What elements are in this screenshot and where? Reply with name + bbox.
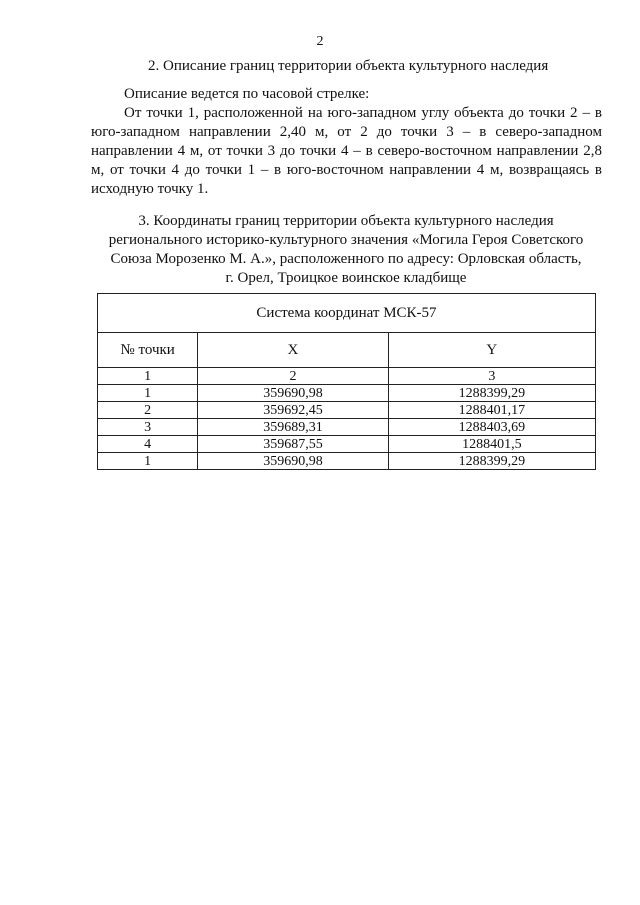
column-number-cell: 3	[388, 368, 595, 385]
point-number-cell: 1	[98, 385, 198, 402]
header-y: Y	[388, 333, 595, 368]
y-coordinate-cell: 1288401,17	[388, 402, 595, 419]
coordinates-table	[97, 293, 596, 470]
description-body: От точки 1, расположенной на юго-западном углу объекта до точки 2 – в юго-западном направлении 2,40 м, от 2 до точки 3 – в северо-западном направлении 4 м, от точки 3 до точки 4 – в северо-восточном направлении 2,8 м, от точки 4 до точки 1 – в юго-восточном направлении 4 м, возвращаясь в исходную точку 1.	[91, 105, 602, 197]
y-coordinate-cell: 1288399,29	[388, 453, 595, 470]
column-number-cell: 1	[98, 368, 198, 385]
table-row	[98, 402, 596, 419]
point-number-cell: 2	[98, 402, 198, 419]
point-number-cell: 3	[98, 419, 198, 436]
header-point-number: № точки	[98, 333, 198, 368]
table-row	[98, 436, 596, 453]
x-coordinate-cell: 359690,98	[198, 385, 388, 402]
section-heading: 2. Описание границ территории объекта культурного наследия	[148, 58, 549, 74]
table-header-row	[98, 333, 596, 368]
coordinates-heading: 3. Координаты границ территории объекта культурного наследия регионального историко-культурного значения «Могила Героя Советского Союза Морозенко М. А.», расположенного по адресу: Орловская область, г. Орел, Троицкое воинское кладбище	[108, 213, 584, 286]
table-row	[98, 453, 596, 470]
x-coordinate-cell: 359690,98	[198, 453, 388, 470]
y-coordinate-cell: 1288401,5	[388, 436, 595, 453]
y-coordinate-cell: 1288403,69	[388, 419, 595, 436]
point-number-cell: 4	[98, 436, 198, 453]
point-number-cell: 1	[98, 453, 198, 470]
table-row	[98, 385, 596, 402]
table-row	[98, 419, 596, 436]
coordinate-system-label: Система координат МСК-57	[98, 294, 596, 333]
x-coordinate-cell: 359692,45	[198, 402, 388, 419]
column-number-cell: 2	[198, 368, 388, 385]
x-coordinate-cell: 359689,31	[198, 419, 388, 436]
table-column-numbers-row	[98, 368, 596, 385]
header-x: X	[198, 333, 388, 368]
x-coordinate-cell: 359687,55	[198, 436, 388, 453]
y-coordinate-cell: 1288399,29	[388, 385, 595, 402]
table-system-row	[98, 294, 596, 333]
page-number: 2	[316, 34, 324, 49]
description-lead: Описание ведется по часовой стрелке:	[124, 86, 370, 102]
